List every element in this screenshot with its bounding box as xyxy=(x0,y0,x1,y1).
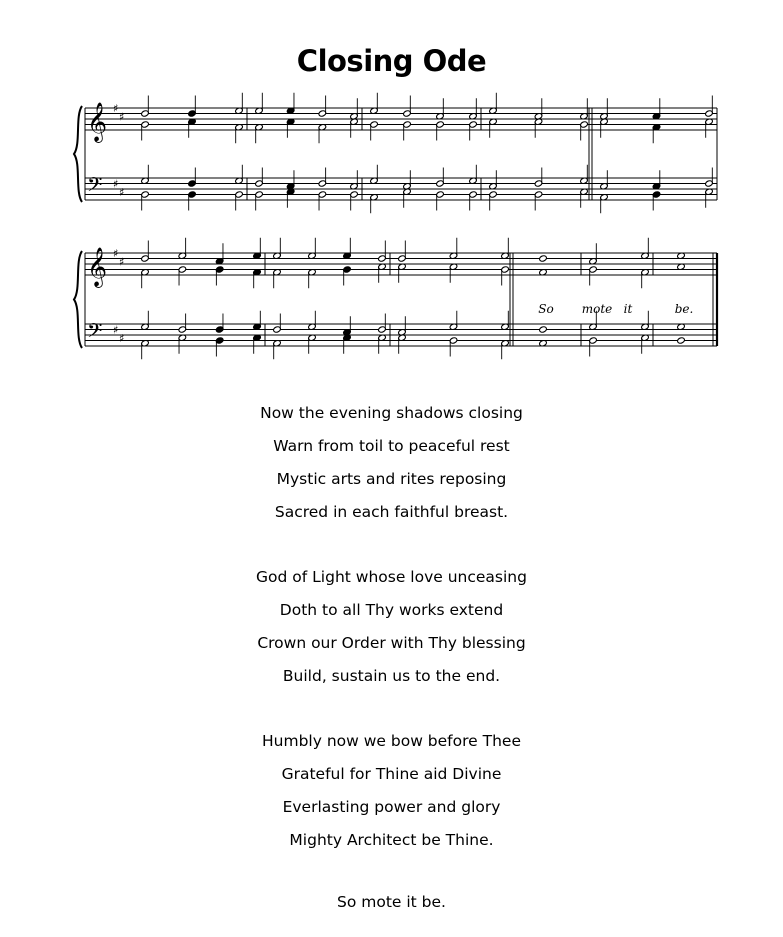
amen-lyric-word: mote xyxy=(581,302,613,316)
verse-line: Mystic arts and rites reposing xyxy=(276,470,507,488)
verse-line: Now the evening shadows closing xyxy=(260,404,523,422)
verse-line: Crown our Order with Thy blessing xyxy=(257,634,526,652)
amen-lyric-word: So xyxy=(538,302,554,316)
verse-line: Humbly now we bow before Thee xyxy=(262,732,521,750)
verse-line: Grateful for Thine aid Divine xyxy=(281,765,502,783)
verse-1 xyxy=(0,397,783,529)
staff-brace xyxy=(74,106,82,202)
note-head xyxy=(539,326,548,333)
sharp-sign: ♯ xyxy=(113,323,119,337)
amen-lyric-word: it xyxy=(623,302,633,316)
music-system-2 xyxy=(74,238,717,360)
note-head xyxy=(677,337,686,344)
verse-line: Sacred in each faithful breast. xyxy=(274,503,509,521)
sharp-sign: ♯ xyxy=(119,110,125,124)
verse-line: God of Light whose love unceasing xyxy=(256,568,527,586)
bass-clef: 𝄢 xyxy=(87,319,103,347)
music-system-1 xyxy=(74,93,717,214)
sheet-music xyxy=(0,0,783,380)
bass-clef: 𝄢 xyxy=(87,173,103,201)
sharp-sign: ♯ xyxy=(119,255,125,269)
verse-line: Warn from toil to peaceful rest xyxy=(273,437,510,455)
treble-clef: 𝄞 xyxy=(87,102,108,142)
verse-2 xyxy=(0,561,783,693)
sharp-sign: ♯ xyxy=(113,102,119,115)
staff-brace xyxy=(74,251,82,348)
sharp-sign: ♯ xyxy=(119,185,125,199)
sharp-sign: ♯ xyxy=(113,247,119,260)
sharp-sign: ♯ xyxy=(113,177,119,191)
note-head xyxy=(539,255,548,262)
closing-line: So mote it be. xyxy=(337,893,446,911)
sharp-sign: ♯ xyxy=(119,331,125,345)
amen-lyrics xyxy=(538,302,693,316)
verse-line: Everlasting power and glory xyxy=(282,798,501,816)
amen-lyric-word: be. xyxy=(674,302,694,316)
verse-line: Doth to all Thy works extend xyxy=(279,601,504,619)
verse-3 xyxy=(0,725,783,857)
treble-clef: 𝄞 xyxy=(87,247,108,287)
verse-line: Mighty Architect be Thine. xyxy=(289,831,494,849)
verse-line: Build, sustain us to the end. xyxy=(282,667,501,685)
page-title: Closing Ode xyxy=(296,44,487,78)
